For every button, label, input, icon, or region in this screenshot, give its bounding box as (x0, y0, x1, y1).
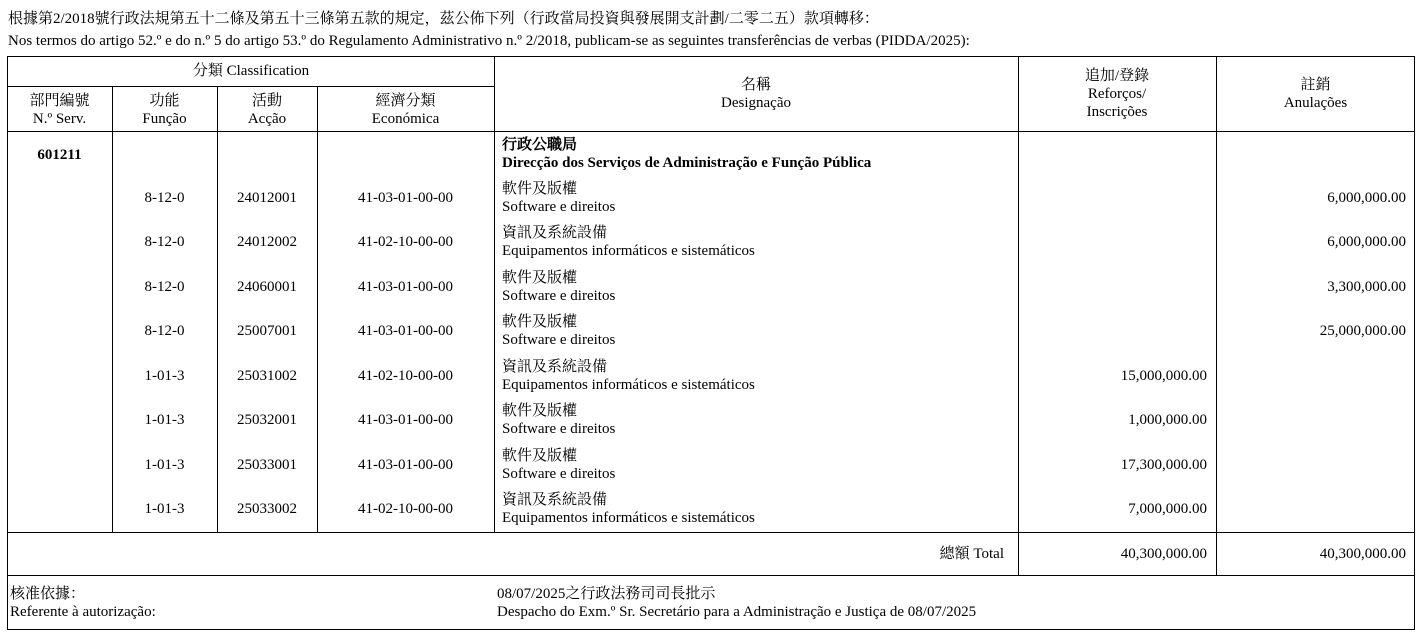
row-desig-pt: Software e direitos (502, 199, 616, 215)
row-acc: 25033002 (237, 501, 297, 517)
rule-body-bottom (7, 532, 1415, 533)
row-reforco: 17,300,000.00 (1120, 457, 1207, 473)
row-eco: 41-02-10-00-00 (358, 501, 453, 517)
row-desig-zh: 軟件及版權 (502, 181, 578, 197)
transfer-table (7, 56, 1415, 630)
row-reforco: 15,000,000.00 (1120, 368, 1207, 384)
header-serv-zh: 部門編號 (29, 93, 90, 109)
row-reforco: 1,000,000.00 (1128, 412, 1207, 428)
row-eco: 41-03-01-00-00 (358, 457, 453, 473)
header-serv-pt: N.º Serv. (32, 111, 87, 127)
row-func: 8-12-0 (144, 323, 185, 339)
row-desig-pt: Equipamentos informáticos e sistemáticos (502, 377, 755, 393)
row-eco: 41-03-01-00-00 (358, 190, 453, 206)
department-code: 601211 (37, 147, 82, 163)
header-desig-zh: 名稱 (740, 77, 771, 93)
rule-col-desig (494, 56, 495, 532)
row-desig-pt: Software e direitos (502, 421, 616, 437)
row-desig-pt: Software e direitos (502, 332, 616, 348)
department-name-pt: Direcção dos Serviços de Administração e Função Pública (502, 155, 872, 171)
row-anulacao: 3,300,000.00 (1327, 279, 1406, 295)
header-anul-pt: Anulações (1283, 95, 1348, 111)
total-anulacoes: 40,300,000.00 (1319, 546, 1406, 562)
header-acc-pt: Acção (247, 111, 287, 127)
row-acc: 24012001 (237, 190, 297, 206)
row-anulacao: 6,000,000.00 (1327, 190, 1406, 206)
total-reforcos: 40,300,000.00 (1120, 546, 1207, 562)
row-desig-zh: 軟件及版權 (502, 314, 578, 330)
authorization-text-zh: 08/07/2025之行政法務司司長批示 (497, 586, 716, 602)
row-acc: 25031002 (237, 368, 297, 384)
rule-col-anul (1216, 56, 1217, 575)
row-acc: 25032001 (237, 412, 297, 428)
row-anulacao: 6,000,000.00 (1327, 234, 1406, 250)
row-acc: 25007001 (237, 323, 297, 339)
row-eco: 41-03-01-00-00 (358, 323, 453, 339)
row-func: 8-12-0 (144, 234, 185, 250)
authorization-label-pt: Referente à autorização: (10, 604, 156, 620)
header-anul-zh: 註銷 (1300, 77, 1331, 93)
intro-portuguese-text: Nos termos do artigo 52.º e do n.º 5 do artigo 53.º do Regulamento Administrativo n.º 2/2018, publicam-se as seguintes transferências de verbas (PIDDA/2025): (8, 33, 970, 49)
row-desig-zh: 資訊及系統設備 (502, 225, 608, 241)
row-func: 1-01-3 (144, 457, 185, 473)
authorization-text-pt: Despacho do Exm.º Sr. Secretário para a Administração e Justiça de 08/07/2025 (497, 604, 977, 620)
row-eco: 41-03-01-00-00 (358, 279, 453, 295)
intro-chinese-text: 根據第2/2018號行政法規第五十二條及第五十三條第五款的規定，茲公佈下列（行政當局投資與發展開支計劃/二零二五）款項轉移： (8, 11, 879, 27)
header-acc-zh: 活動 (251, 93, 282, 109)
row-func: 8-12-0 (144, 279, 185, 295)
row-eco: 41-02-10-00-00 (358, 368, 453, 384)
header-ref-zh: 追加/登錄 (1084, 68, 1150, 84)
total-label: 總額 Total (939, 546, 1004, 562)
header-func-zh: 功能 (149, 93, 180, 109)
rule-col-ref (1018, 56, 1019, 575)
row-reforco: 7,000,000.00 (1128, 501, 1207, 517)
row-acc: 24012002 (237, 234, 297, 250)
row-desig-pt: Equipamentos informáticos e sistemáticos (502, 243, 755, 259)
row-desig-zh: 軟件及版權 (502, 403, 578, 419)
row-desig-zh: 資訊及系統設備 (502, 359, 608, 375)
row-eco: 41-03-01-00-00 (358, 412, 453, 428)
row-func: 8-12-0 (144, 190, 185, 206)
rule-classification (7, 86, 495, 87)
row-func: 1-01-3 (144, 412, 185, 428)
header-ref-pt1: Reforços/ (1087, 86, 1147, 102)
header-eco-zh: 經濟分類 (375, 93, 436, 109)
header-eco-pt: Económica (371, 111, 440, 127)
row-desig-zh: 資訊及系統設備 (502, 492, 608, 508)
row-acc: 25033001 (237, 457, 297, 473)
row-anulacao: 25,000,000.00 (1319, 323, 1406, 339)
department-name-zh: 行政公職局 (502, 137, 578, 153)
row-func: 1-01-3 (144, 368, 185, 384)
row-desig-zh: 軟件及版權 (502, 448, 578, 464)
header-classification: 分類 Classification (192, 63, 310, 79)
row-eco: 41-02-10-00-00 (358, 234, 453, 250)
row-desig-pt: Software e direitos (502, 288, 616, 304)
header-ref-pt2: Inscrições (1086, 104, 1148, 120)
authorization-label-zh: 核准依據： (10, 586, 86, 602)
row-acc: 24060001 (237, 279, 297, 295)
rule-total-bottom (7, 575, 1415, 576)
row-func: 1-01-3 (144, 501, 185, 517)
row-desig-pt: Software e direitos (502, 466, 616, 482)
row-desig-pt: Equipamentos informáticos e sistemáticos (502, 510, 755, 526)
header-desig-pt: Designação (721, 95, 791, 111)
rule-header-bottom (7, 131, 1415, 132)
header-func-pt: Função (142, 111, 187, 127)
row-desig-zh: 軟件及版權 (502, 270, 578, 286)
